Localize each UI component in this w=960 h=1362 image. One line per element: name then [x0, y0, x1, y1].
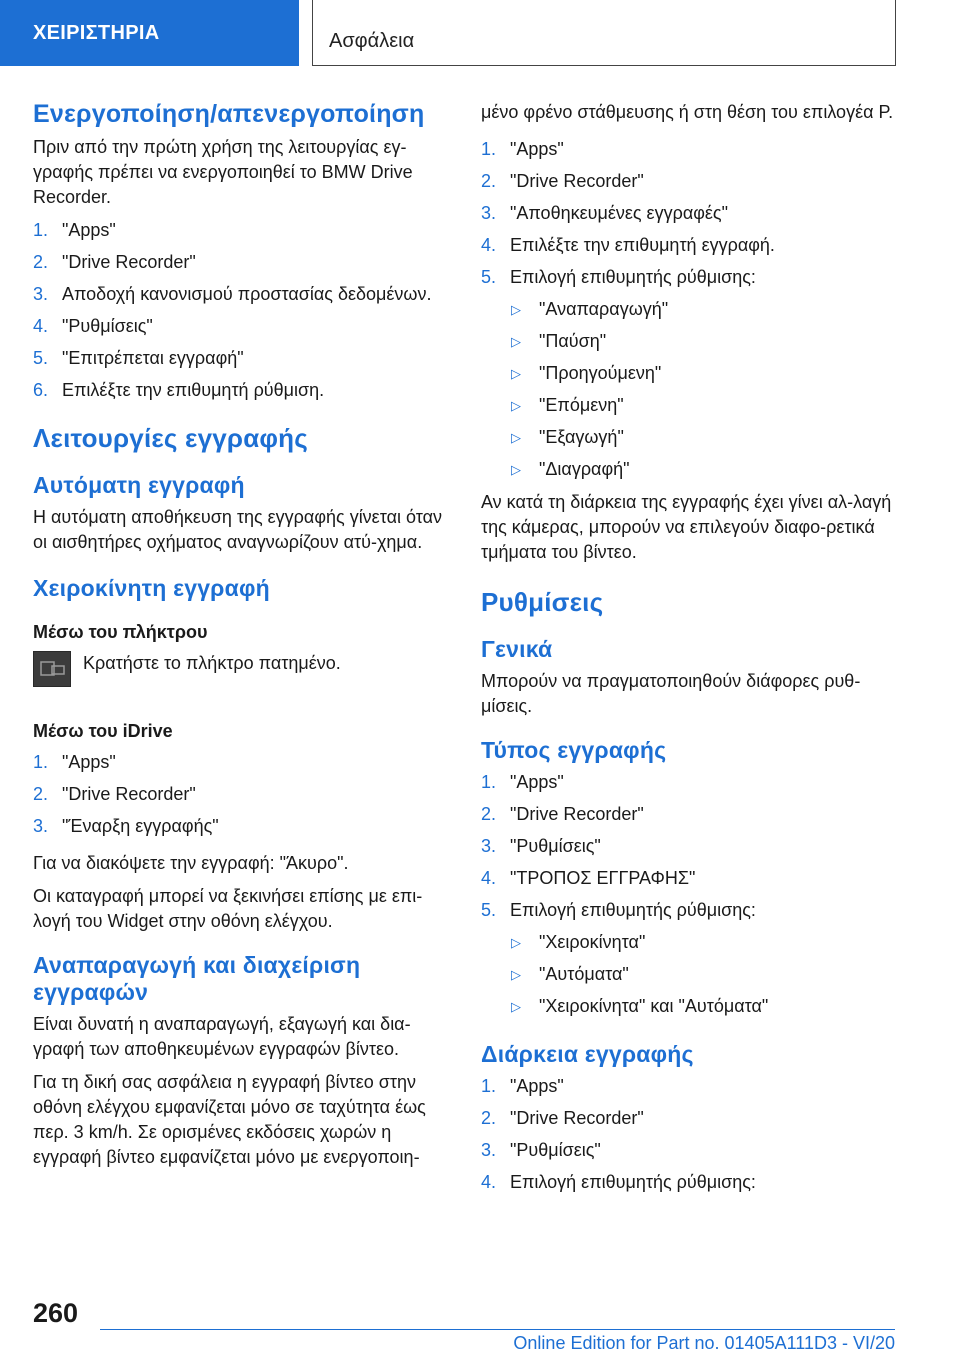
list-item: 2. "Drive Recorder" — [481, 171, 644, 191]
activation-intro: Πριν από την πρώτη χρήση της λειτουργίας εγ-γραφής πρέπει να ενεργοποιηθεί το BMW Drive Recorder. — [33, 137, 413, 207]
triangle-bullet-icon: ▷ — [511, 334, 521, 349]
list-item: 4. Επιλέξτε την επιθυμητή εγγραφή. — [481, 235, 775, 255]
triangle-bullet-icon: ▷ — [511, 999, 521, 1014]
page-number: 260 — [33, 1298, 79, 1328]
section-tab: ΧΕΙΡΙΣΤΗΡΙΑ — [0, 0, 299, 66]
list-item: ▷ "Παύση" — [481, 329, 896, 354]
list-item: 2. "Drive Recorder" — [33, 784, 196, 804]
list-item: 1. "Apps" — [33, 220, 116, 240]
triangle-bullet-icon: ▷ — [511, 302, 521, 317]
widget-text: Οι καταγραφή μπορεί να ξεκινήσει επίσης με επι-λογή του Widget στην οθόνη ελέγχου. — [33, 886, 423, 931]
list-item: ▷ "Εξαγωγή" — [481, 425, 896, 450]
list-item: ▷ "Χειροκίνητα" και "Αυτόματα" — [481, 994, 896, 1019]
page-header — [0, 0, 960, 66]
playback-options — [481, 297, 896, 482]
list-item: 5. Επιλογή επιθυμητής ρύθμισης: — [481, 267, 756, 287]
list-item: ▷ "Επόμενη" — [481, 393, 896, 418]
list-item: 2. "Drive Recorder" — [481, 804, 644, 824]
edition-text: Online Edition for Part no. 01405A111D3 - VI/20 — [513, 1333, 895, 1353]
list-item: ▷ "Χειροκίνητα" — [481, 930, 896, 955]
key-text: Κρατήστε το πλήκτρο πατημένο. — [83, 653, 341, 673]
key-row — [33, 651, 448, 699]
functions-heading: Λειτουργίες εγγραφής — [33, 423, 308, 453]
list-item: ▷ "Αναπαραγωγή" — [481, 297, 896, 322]
duration-heading: Διάρκεια εγγραφής — [481, 1041, 694, 1067]
right-column — [481, 100, 896, 1207]
key-subheading: Μέσω του πλήκτρου — [33, 622, 208, 642]
triangle-bullet-icon: ▷ — [511, 430, 521, 445]
list-item: 4. "Ρυθμίσεις" — [33, 316, 153, 336]
list-item: 5. Επιλογή επιθυμητής ρύθμισης: — [481, 900, 756, 920]
idrive-steps — [33, 750, 448, 839]
activation-steps — [33, 218, 448, 403]
list-item: ▷ "Αυτόματα" — [481, 962, 896, 987]
camera-note: Αν κατά τη διάρκεια της εγγραφής έχει γίνει αλ-λαγή της κάμερας, μπορούν να επιλεγούν διαφο-ρετικά τμήματα του βίντεο. — [481, 492, 892, 562]
auto-heading: Αυτόματη εγγραφή — [33, 472, 245, 498]
list-item: 5. "Επιτρέπεται εγγραφή" — [33, 348, 244, 368]
triangle-bullet-icon: ▷ — [511, 935, 521, 950]
type-steps — [481, 770, 896, 923]
list-item: 3. "Αποθηκευμένες εγγραφές" — [481, 203, 728, 223]
list-item: 2. "Drive Recorder" — [481, 1108, 644, 1128]
list-item: 1. "Apps" — [481, 139, 564, 159]
type-heading: Τύπος εγγραφής — [481, 737, 667, 763]
playback-text-2: Για τη δική σας ασφάλεια η εγγραφή βίντεο στην οθόνη ελέγχου εμφανίζεται μόνο σε ταχύτητα έως περ. 3 km/h. Σε ορισμένες εκδόσεις χωρών η εγγραφή βίντεο εμφανίζεται μόνο με ενεργοποιη- — [33, 1072, 426, 1167]
continued-text: μένο φρένο στάθμευσης ή στη θέση του επιλογέα P. — [481, 102, 894, 122]
subsection-title: Ασφάλεια — [312, 0, 896, 66]
footer-divider — [100, 1329, 895, 1330]
triangle-bullet-icon: ▷ — [511, 462, 521, 477]
playback-steps — [481, 137, 896, 290]
general-text: Μπορούν να πραγματοποιηθούν διάφορες ρυθ-μίσεις. — [481, 671, 861, 716]
list-item: 1. "Apps" — [481, 1076, 564, 1096]
duration-steps — [481, 1074, 896, 1195]
record-button-icon — [33, 651, 71, 687]
list-item: 3. "Έναρξη εγγραφής" — [33, 816, 219, 836]
idrive-subheading: Μέσω του iDrive — [33, 721, 173, 741]
manual-heading: Χειροκίνητη εγγραφή — [33, 575, 270, 601]
general-heading: Γενικά — [481, 636, 553, 662]
list-item: 4. "ΤΡΟΠΟΣ ΕΓΓΡΑΦΗΣ" — [481, 868, 696, 888]
list-item: 3. "Ρυθμίσεις" — [481, 836, 601, 856]
list-item: ▷ "Διαγραφή" — [481, 457, 896, 482]
type-options — [481, 930, 896, 1019]
triangle-bullet-icon: ▷ — [511, 366, 521, 381]
playback-text-1: Είναι δυνατή η αναπαραγωγή, εξαγωγή και δια-γραφή των αποθηκευμένων εγγραφών βίντεο. — [33, 1014, 411, 1059]
activation-heading: Ενεργοποίηση/απενεργοποίηση — [33, 100, 425, 128]
list-item: 1. "Apps" — [33, 752, 116, 772]
list-item: 6. Επιλέξτε την επιθυμητή ρύθμιση. — [33, 380, 325, 400]
list-item: ▷ "Προηγούμενη" — [481, 361, 896, 386]
auto-text: Η αυτόματη αποθήκευση της εγγραφής γίνεται όταν οι αισθητήρες οχήματος αναγνωρίζουν ατύ-χημα. — [33, 507, 442, 552]
list-item: 4. Επιλογή επιθυμητής ρύθμισης: — [481, 1172, 756, 1192]
list-item: 1. "Apps" — [481, 772, 564, 792]
left-column — [33, 100, 448, 1178]
list-item: 3. Αποδοχή κανονισμού προστασίας δεδομένων. — [33, 284, 432, 304]
settings-heading: Ρυθμίσεις — [481, 587, 604, 617]
list-item: 2. "Drive Recorder" — [33, 252, 196, 272]
cancel-text: Για να διακόψετε την εγγραφή: "Άκυρο". — [33, 853, 349, 873]
playback-heading: Αναπαραγωγή και διαχείριση εγγραφών — [33, 952, 361, 1005]
triangle-bullet-icon: ▷ — [511, 967, 521, 982]
triangle-bullet-icon: ▷ — [511, 398, 521, 413]
list-item: 3. "Ρυθμίσεις" — [481, 1140, 601, 1160]
